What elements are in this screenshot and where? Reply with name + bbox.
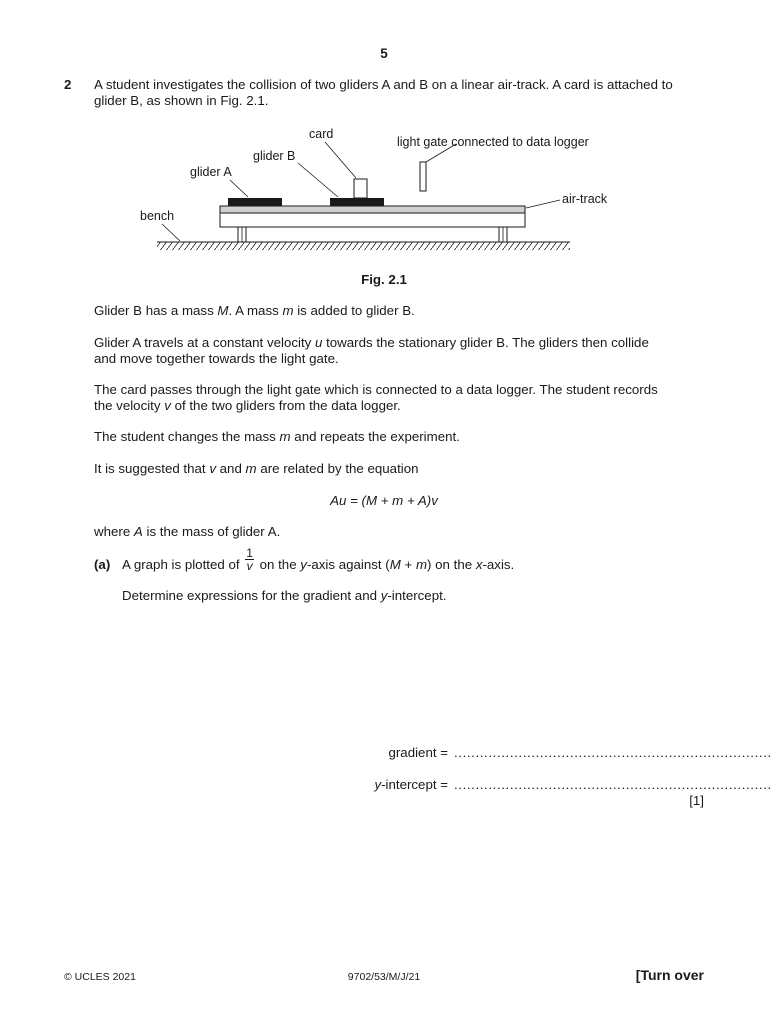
label-air-track: air-track xyxy=(562,192,608,206)
leader-glider-b xyxy=(298,163,338,197)
y-intercept-label: y-intercept = xyxy=(374,777,448,792)
paragraph-1: Glider B has a mass M. A mass m is added to glider B. xyxy=(94,303,415,318)
paragraph-3: The card passes through the light gate which is connected to a data logger. The student records the velocity v of the two gliders from the data logger. xyxy=(94,382,658,413)
gradient-answer-line[interactable]: .......................................................................... xyxy=(454,745,772,760)
leader-glider-a xyxy=(230,180,248,197)
air-track-diagram xyxy=(0,120,768,265)
leader-card xyxy=(325,142,356,178)
question-intro xyxy=(94,77,705,109)
question-number: 2 xyxy=(64,77,72,92)
intro-line-2: glider B, as shown in Fig. 2.1. xyxy=(94,93,269,108)
y-intercept-answer-line[interactable]: .......................................................................... xyxy=(454,777,772,792)
air-track-top xyxy=(220,206,525,213)
label-bench: bench xyxy=(140,209,175,223)
glider-b xyxy=(330,198,384,206)
paragraph-5: It is suggested that v and m are related by the equation xyxy=(94,461,419,476)
footer-copyright: © UCLES 2021 xyxy=(64,971,136,983)
air-track-body xyxy=(220,213,525,227)
paragraph-4: The student changes the mass m and repeats the experiment. xyxy=(94,429,460,444)
turn-over: [Turn over xyxy=(635,967,704,983)
label-glider-b: glider B xyxy=(253,149,296,163)
marks: [1] xyxy=(689,793,704,808)
paragraph-6: where A is the mass of glider A. xyxy=(94,524,281,539)
leader-air-track xyxy=(526,200,560,208)
paragraph-2: Glider A travels at a constant velocity u towards the stationary glider B. The gliders then collide and move together towards the light gate. xyxy=(94,335,649,366)
part-a-text: A graph is plotted of $\frac{1}{v}$ on the y-axis against (M + m) on the x-axis. xyxy=(122,546,515,573)
glider-a xyxy=(228,198,282,206)
part-a-label: (a) xyxy=(94,557,111,572)
bench-hatching xyxy=(157,242,570,250)
page-number: 5 xyxy=(380,46,388,61)
intro-line-1: A student investigates the collision of two gliders A and B on a linear air-track. A card is attached to xyxy=(94,77,673,92)
gradient-label: gradient = xyxy=(388,745,448,760)
footer-code: 9702/53/M/J/21 xyxy=(347,971,421,983)
one-over-v-fraction: $\frac{1}{v}$ xyxy=(246,546,253,573)
figure-caption: Fig. 2.1 xyxy=(361,272,407,287)
equation: Au = (M + m + A)v xyxy=(330,493,438,508)
leader-bench xyxy=(162,224,180,241)
light-gate xyxy=(420,162,426,191)
part-a-instruction: Determine expressions for the gradient and y-intercept. xyxy=(122,588,447,603)
label-card: card xyxy=(309,127,334,141)
card xyxy=(354,179,367,198)
label-light-gate: light gate connected to data logger xyxy=(397,135,589,149)
label-glider-a: glider A xyxy=(190,165,232,179)
